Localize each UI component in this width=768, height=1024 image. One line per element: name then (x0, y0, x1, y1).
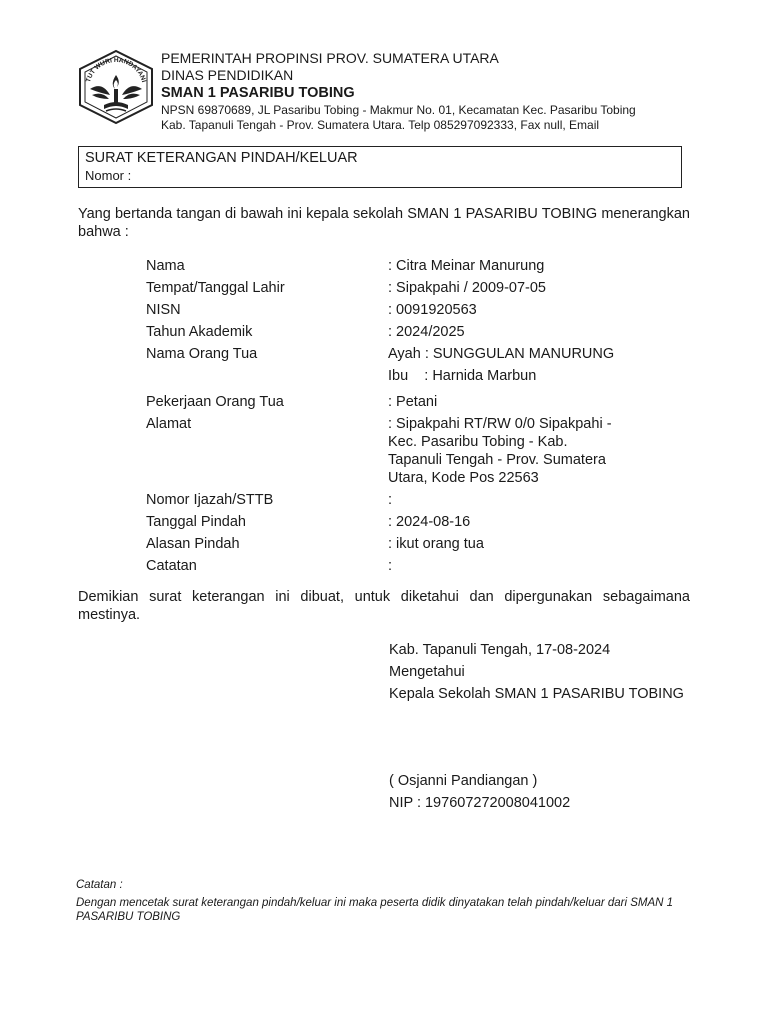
school-address-line-1: NPSN 69870689, JL Pasaribu Tobing - Makmur No. 01, Kecamatan Kec. Pasaribu Tobing (161, 103, 636, 117)
field-row (146, 279, 706, 297)
field-row (146, 301, 706, 319)
field-row (146, 491, 706, 509)
signer-details (389, 770, 709, 814)
field-row (146, 535, 706, 553)
field-value: Ibu : Harnida Marbun (388, 368, 537, 384)
field-row (146, 557, 706, 575)
field-row (146, 323, 706, 341)
note-title: Catatan : (76, 879, 123, 891)
intro-paragraph: Yang bertanda tangan di bawah ini kepala sekolah SMAN 1 PASARIBU TOBING menerangkan bahwa : (78, 206, 690, 240)
field-label: Alasan Pindah (146, 536, 240, 552)
field-row (146, 513, 706, 531)
acknowledge-label: Mengetahui (389, 664, 465, 680)
field-row (146, 367, 706, 385)
footer-note (76, 878, 696, 924)
field-label: Tahun Akademik (146, 324, 253, 340)
note-text: Dengan mencetak surat keterangan pindah/keluar ini maka peserta didik dinyatakan telah pindah/keluar dari SMAN 1 PASARIBU TOBING (76, 897, 674, 923)
field-value: : ikut orang tua (388, 536, 484, 552)
government-line: PEMERINTAH PROPINSI PROV. SUMATERA UTARA (161, 50, 499, 66)
letter-title: SURAT KETERANGAN PINDAH/KELUAR (85, 150, 358, 166)
field-label: Tanggal Pindah (146, 514, 246, 530)
field-label: Nama Orang Tua (146, 346, 258, 362)
student-data-table (146, 257, 706, 575)
field-value: : (388, 492, 393, 508)
field-value: Ayah : SUNGGULAN MANURUNG (388, 346, 615, 362)
field-row (146, 257, 706, 275)
field-value: : 0091920563 (388, 302, 477, 318)
department-line: DINAS PENDIDIKAN (161, 67, 294, 83)
field-label (146, 367, 388, 385)
school-address-line-2: Kab. Tapanuli Tengah - Prov. Sumatera Utara. Telp 085297092333, Fax null, Email (161, 118, 600, 132)
field-label: Tempat/Tanggal Lahir (146, 280, 285, 296)
signature-block (389, 639, 709, 705)
field-row (146, 393, 706, 411)
letterhead (161, 50, 721, 133)
field-value: : Sipakpahi / 2009-07-05 (388, 280, 546, 296)
field-value: : Petani (388, 394, 438, 410)
field-row (146, 415, 706, 487)
school-name: SMAN 1 PASARIBU TOBING (161, 85, 355, 101)
field-label: Pekerjaan Orang Tua (146, 394, 284, 410)
field-value: : 2024-08-16 (388, 514, 471, 530)
field-value: : Sipakpahi RT/RW 0/0 Sipakpahi - Kec. Pasaribu Tobing - Kab. Tapanuli Tengah - Prov. Sumatera Utara, Kode Pos 22563 (388, 416, 612, 486)
letter-number: Nomor : (85, 168, 132, 183)
field-label: Nama (146, 258, 185, 274)
signer-name: ( Osjanni Pandiangan ) (389, 773, 538, 789)
field-value: : 2024/2025 (388, 324, 465, 340)
svg-text:TUT WURI HANDAYANI: TUT WURI HANDAYANI (84, 56, 148, 84)
field-value: : (388, 558, 393, 574)
field-label: NISN (146, 302, 181, 318)
field-label: Nomor Ijazah/STTB (146, 492, 274, 508)
field-value: : Citra Meinar Manurung (388, 258, 545, 274)
field-label: Catatan (146, 558, 197, 574)
signer-position: Kepala Sekolah SMAN 1 PASARIBU TOBING (389, 686, 684, 702)
closing-paragraph: Demikian surat keterangan ini dibuat, untuk diketahui dan dipergunakan sebagaimana mestinya. (78, 589, 690, 623)
place-date: Kab. Tapanuli Tengah, 17-08-2024 (389, 642, 611, 658)
letter-title-box (78, 146, 682, 188)
field-label: Alamat (146, 416, 192, 432)
signer-nip: NIP : 197607272008041002 (389, 795, 571, 811)
tut-wuri-handayani-logo (76, 49, 156, 125)
field-row (146, 345, 706, 363)
